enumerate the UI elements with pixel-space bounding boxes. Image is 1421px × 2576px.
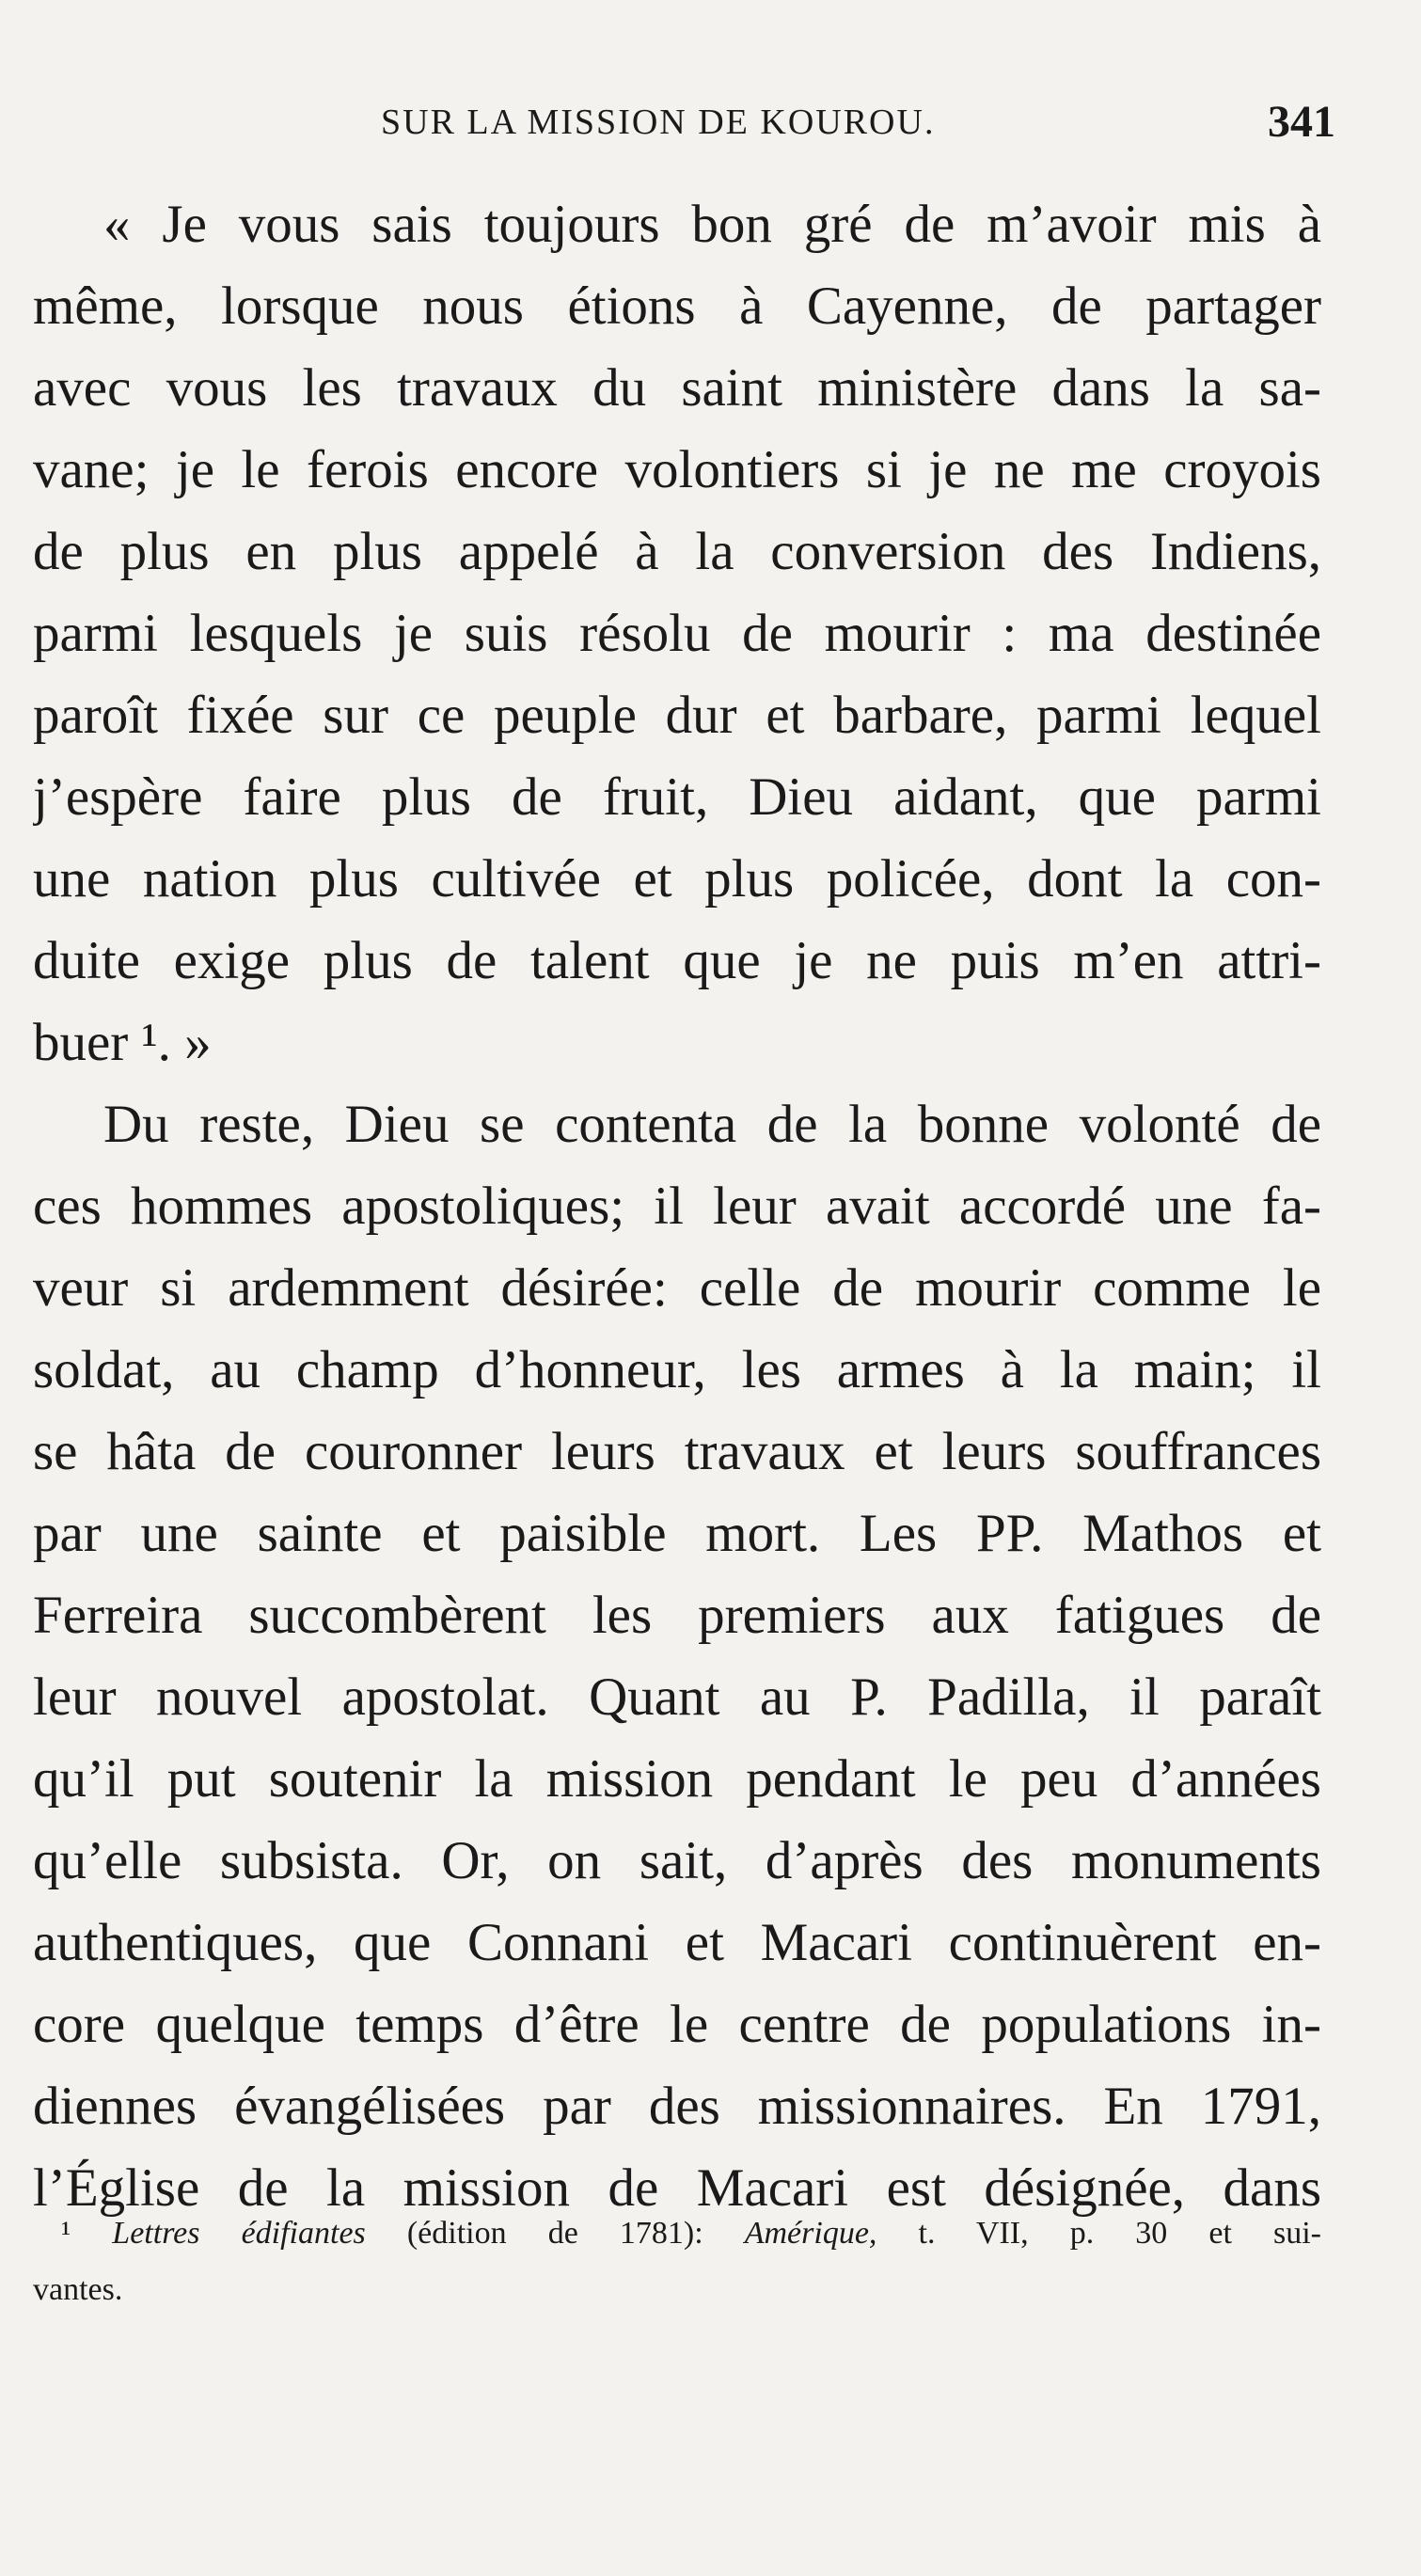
footnote-reference: t. VII, p. 30 et sui- — [918, 2216, 1322, 2251]
footnote-line — [33, 2205, 1321, 2262]
body-text — [33, 183, 1321, 2229]
text-line: duite exige plus de talent que je ne puis m’en attri- — [33, 931, 1321, 990]
running-title: SUR LA MISSION DE KOUROU. — [381, 103, 936, 142]
text-line: buer ¹. » — [33, 1013, 212, 1072]
footnote — [33, 2205, 1321, 2318]
text-line: j’espère faire plus de fruit, Dieu aidant, que parmi — [33, 767, 1321, 827]
running-header — [38, 97, 1335, 158]
text-line: vane; je le ferois encore volontiers si je ne me croyois — [33, 440, 1321, 499]
footnote-line: vantes. — [33, 2272, 123, 2307]
text-line: leur nouvel apostolat. Quant au P. Padilla, il paraît — [33, 1667, 1321, 1727]
text-line: qu’il put soutenir la mission pendant le peu d’années — [33, 1749, 1321, 1809]
text-line: une nation plus cultivée et plus policée, dont la con- — [33, 849, 1321, 909]
page-number: 341 — [1268, 97, 1335, 147]
text-line: même, lorsque nous étions à Cayenne, de partager — [33, 277, 1321, 336]
text-line: authentiques, que Connani et Macari continuèrent en- — [33, 1913, 1321, 1972]
footnote-marker: ¹ — [61, 2216, 71, 2251]
text-line: se hâta de couronner leurs travaux et leurs souffrances — [33, 1422, 1321, 1481]
text-line: l’Église de la mission de Macari est désignée, dans — [33, 2158, 1321, 2218]
text-line: Ferreira succombèrent les premiers aux fatigues de — [33, 1586, 1321, 1645]
text-line: « Je vous sais toujours bon gré de m’avoir mis à — [103, 195, 1321, 254]
text-line: paroît fixée sur ce peuple dur et barbare, parmi lequel — [33, 686, 1321, 745]
text-line: core quelque temps d’être le centre de populations in- — [33, 1995, 1321, 2054]
text-line: soldat, au champ d’honneur, les armes à la main; il — [33, 1340, 1321, 1399]
text-line: diennes évangélisées par des missionnaires. En 1791, — [33, 2077, 1321, 2136]
footnote-title: Lettres édifiantes — [112, 2216, 366, 2251]
text-line: ces hommes apostoliques; il leur avait accordé une fa- — [33, 1177, 1321, 1236]
text-line: parmi lesquels je suis résolu de mourir : ma destinée — [33, 604, 1321, 663]
footnote-edition: (édition de 1781): — [406, 2216, 703, 2251]
text-line: de plus en plus appelé à la conversion des Indiens, — [33, 522, 1321, 581]
text-line: avec vous les travaux du saint ministère dans la sa- — [33, 358, 1321, 418]
text-line: qu’elle subsista. Or, on sait, d’après des monuments — [33, 1831, 1321, 1890]
footnote-section: Amérique, — [744, 2216, 877, 2251]
text-line: par une sainte et paisible mort. Les PP. Mathos et — [33, 1504, 1321, 1563]
text-line: Du reste, Dieu se contenta de la bonne volonté de — [103, 1095, 1321, 1154]
text-line: veur si ardemment désirée: celle de mourir comme le — [33, 1258, 1321, 1318]
